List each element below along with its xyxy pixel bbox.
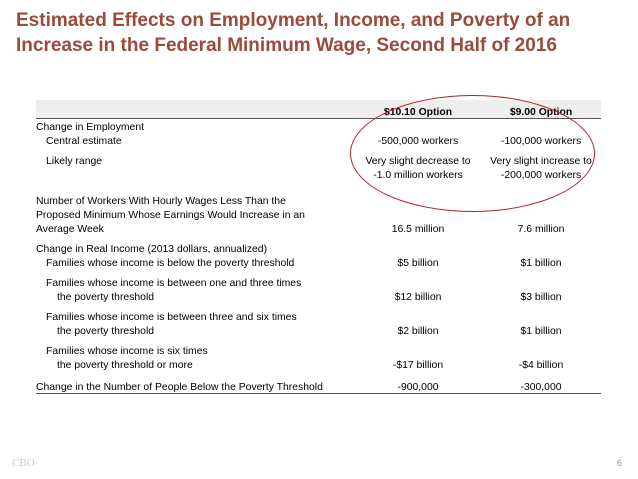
- header-1010-option: $10.10 Option: [355, 100, 481, 119]
- workers-label-line1: Number of Workers With Hourly Wages Less Than the: [36, 196, 286, 207]
- poverty-label: Change in the Number of People Below the Poverty Threshold: [36, 377, 355, 394]
- income-one-three-line2: the poverty threshold: [57, 292, 155, 303]
- title-line-1: Estimated Effects on Employment, Income, and Poverty of an: [16, 10, 571, 31]
- table-row: [36, 241, 601, 255]
- central-estimate-label: Central estimate: [46, 136, 122, 147]
- table-row: [36, 343, 601, 357]
- central-estimate-900: -100,000 workers: [500, 136, 582, 147]
- workers-1010: 16.5 million: [391, 224, 445, 235]
- highlight-oval: [350, 95, 595, 212]
- poverty-1010: -900,000: [355, 377, 481, 394]
- table-row: [36, 377, 601, 394]
- likely-range-1010-line2: -1.0 million workers: [373, 170, 463, 181]
- income-six-900: -$4 billion: [518, 360, 564, 371]
- table-row: [36, 207, 601, 221]
- poverty-900: -300,000: [481, 377, 601, 394]
- table-row: [36, 275, 601, 289]
- income-one-three-900: $3 billion: [520, 292, 562, 303]
- income-six-1010: -$17 billion: [392, 360, 444, 371]
- central-estimate-1010: -500,000 workers: [377, 136, 459, 147]
- income-below-label: Families whose income is below the poverty threshold: [46, 258, 295, 269]
- income-one-three-line1: Families whose income is between one and three times: [46, 278, 302, 289]
- table-row: [36, 357, 601, 371]
- page-number: 6: [617, 458, 623, 468]
- income-one-three-1010: $12 billion: [394, 292, 442, 303]
- cbo-logo: CBO: [12, 457, 35, 469]
- employment-label: Change in Employment: [36, 122, 145, 133]
- slide-title: [16, 8, 626, 58]
- table-row: [36, 221, 601, 235]
- income-three-six-line2: the poverty threshold: [57, 326, 155, 337]
- income-three-six-line1: Families whose income is between three and six times: [46, 312, 297, 323]
- income-label: Change in Real Income (2013 dollars, annualized): [36, 244, 268, 255]
- income-three-six-1010: $2 billion: [397, 326, 439, 337]
- income-below-1010: $5 billion: [397, 258, 439, 269]
- table-row: [36, 289, 601, 303]
- header-blank: [36, 100, 355, 119]
- income-three-six-900: $1 billion: [520, 326, 562, 337]
- income-below-900: $1 billion: [520, 258, 562, 269]
- income-six-line1: Families whose income is six times: [46, 346, 208, 357]
- workers-label-line2: Proposed Minimum Whose Earnings Would Increase in an: [36, 210, 305, 221]
- header-900-option: $9.00 Option: [481, 100, 601, 119]
- income-six-line2: the poverty threshold or more: [57, 360, 193, 371]
- likely-range-label: Likely range: [46, 156, 103, 167]
- workers-900: 7.6 million: [517, 224, 565, 235]
- workers-label-line3: Average Week: [36, 224, 104, 235]
- table-row: [36, 255, 601, 269]
- likely-range-900-line2: -200,000 workers: [500, 170, 582, 181]
- likely-range-900-line1: Very slight increase to: [490, 156, 592, 167]
- likely-range-1010-line1: Very slight decrease to: [365, 156, 471, 167]
- table-row: [36, 309, 601, 323]
- table-row: [36, 323, 601, 337]
- title-line-2: Increase in the Federal Minimum Wage, Second Half of 2016: [16, 35, 557, 56]
